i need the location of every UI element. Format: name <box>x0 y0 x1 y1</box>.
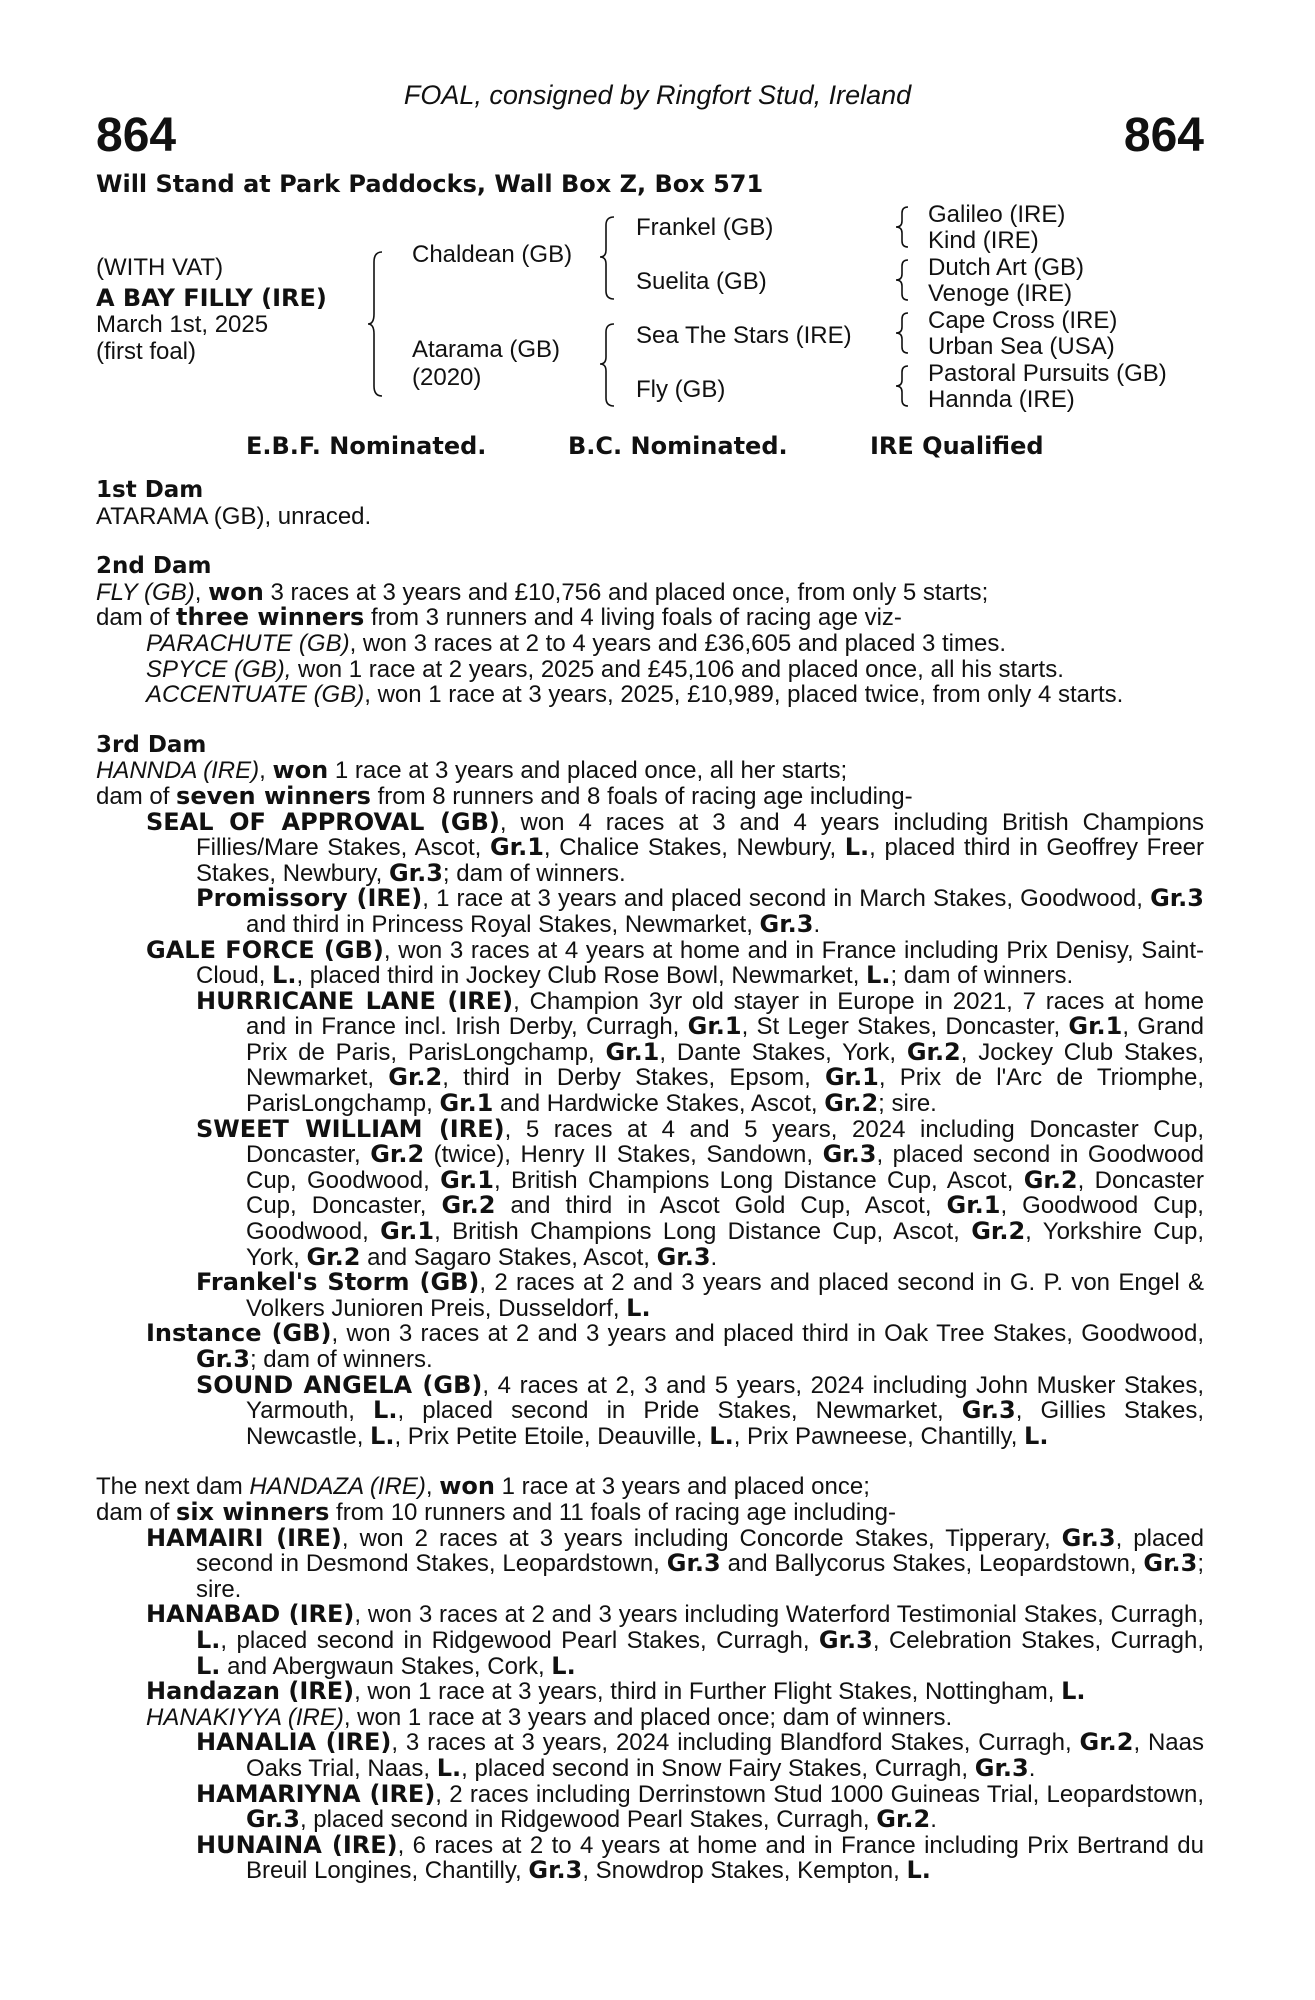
third-dam-line: HANNDA (IRE), won 1 race at 3 years and placed once, all her starts; <box>96 756 848 785</box>
record-text: from 10 runners and 11 foals of racing age including- <box>329 1498 896 1526</box>
sire: Chaldean (GB) <box>412 241 573 268</box>
next-dam-produce-line <box>96 1497 1204 1526</box>
second-dam-heading: 2nd Dam <box>96 553 212 580</box>
dam-name: HANNDA (IRE) <box>96 757 260 785</box>
great-grandparent: Pastoral Pursuits (GB) <box>928 360 1167 387</box>
dam-name: FLY (GB) <box>96 578 195 606</box>
location-line: Will Stand at Park Paddocks, Wall Box Z, Box 571 <box>96 170 764 198</box>
horse-name: A BAY FILLY (IRE) <box>96 284 327 312</box>
record-text: , won 3 races at 2 to 4 years and £36,605 and placed 3 times. <box>349 629 1006 657</box>
horse-vat: (WITH VAT) <box>96 254 224 281</box>
pedigree-bracket <box>896 258 912 302</box>
second-dam-line: FLY (GB), won 3 races at 3 years and £10,756 and placed once, from only 5 starts; <box>96 577 989 606</box>
produce-entry <box>96 657 1204 683</box>
dam-dam: Fly (GB) <box>636 376 726 403</box>
sire-dam: Suelita (GB) <box>636 268 767 295</box>
third-dam-heading: 3rd Dam <box>96 731 207 758</box>
record-text: dam of <box>96 604 177 632</box>
won-label: won <box>208 577 264 606</box>
produce-name: ACCENTUATE (GB) <box>146 681 365 709</box>
produce-entry: GALE FORCE (GB), won 3 races at 4 years at home and in France including Prix Denisy, Saint-Cloud, L., placed third in Jockey Club Rose Bowl, Newmarket, L.; dam of winners. <box>146 935 1205 990</box>
dam-year: (2020) <box>412 364 482 391</box>
produce-entry: SOUND ANGELA (GB), 4 races at 2, 3 and 5 years, 2024 including John Musker Stakes, Yarmouth, L., placed second in Pride Stakes, Newmarket, Gr.3, Gillies Stakes, Newcastle, L., Prix Petite Etoile, Deauville, L., Prix Pawneese, Chantilly, L. <box>196 1370 1205 1450</box>
produce-entry: HUNAINA (IRE), 6 races at 2 to 4 years at home and in France including Prix Bertrand du Breuil Longines, Chantilly, Gr.3, Snowdrop Stakes, Kempton, L. <box>196 1830 1205 1885</box>
ire-qualified: IRE Qualified <box>870 432 1044 460</box>
pedigree-bracket <box>600 322 620 408</box>
pedigree-bracket <box>896 205 912 249</box>
first-dam-heading: 1st Dam <box>96 477 204 503</box>
pedigree-bracket <box>600 215 620 301</box>
lot-number-right: 864 <box>1123 109 1204 162</box>
produce-entry: HANAKIYYA (IRE), won 1 race at 3 years and placed once; dam of winners. <box>146 1703 953 1731</box>
great-grandparent: Dutch Art (GB) <box>928 254 1085 281</box>
produce-entry <box>96 631 1204 657</box>
record-text: from 8 runners and 8 foals of racing age including- <box>370 782 913 810</box>
produce-entry: HURRICANE LANE (IRE), Champion 3yr old stayer in Europe in 2021, 7 races at home and in France incl. Irish Derby, Curragh, Gr.1, St Leger Stakes, Doncaster, Gr.1, Grand Prix de Paris, ParisLongchamp, Gr.1, Dante Stakes, York, Gr.2, Jockey Club Stakes, Newmarket, Gr.2, third in Derby Stakes, Epsom, Gr.1, Prix de l'Arc de Triomphe, ParisLongchamp, Gr.1 and Hardwicke Stakes, Ascot, Gr.2; sire. <box>196 986 1205 1118</box>
produce-entry: SWEET WILLIAM (IRE), 5 races at 4 and 5 years, 2024 including Doncaster Cup, Doncaster, Gr.2 (twice), Henry II Stakes, Sandown, Gr.3, placed second in Goodwood Cup, Goodwood, Gr.1, British Champions Long Distance Cup, Ascot, Gr.2, Doncaster Cup, Doncaster, Gr.2 and third in Ascot Gold Cup, Ascot, Gr.1, Goodwood Cup, Goodwood, Gr.1, British Champions Long Distance Cup, Ascot, Gr.2, Yorkshire Cup, York, Gr.2 and Sagaro Stakes, Ascot, Gr.3. <box>196 1114 1205 1271</box>
great-grandparent: Kind (IRE) <box>928 227 1039 254</box>
first-dam-text: ATARAMA (GB), unraced. <box>96 502 372 530</box>
produce-entry: HAMARIYNA (IRE), 2 races including Derrinstown Stud 1000 Guineas Trial, Leopardstown, Gr.3, placed second in Ridgewood Pearl Stakes, Curragh, Gr.2. <box>196 1779 1204 1834</box>
ebf-nominated: E.B.F. Nominated. <box>246 432 487 460</box>
horse-dob: March 1st, 2025 <box>96 311 269 338</box>
winners-count: six winners <box>176 1497 330 1526</box>
second-dam-produce-line <box>96 605 1204 631</box>
great-grandparent: Galileo (IRE) <box>928 201 1066 228</box>
produce-entry: Promissory (IRE), 1 race at 3 years and placed second in March Stakes, Goodwood, Gr.3 and third in Princess Royal Stakes, Newmarket, Gr.3. <box>196 884 1204 938</box>
produce-entry: Frankel's Storm (GB), 2 races at 2 and 3 years and placed second in G. P. von Engel & Volkers Junioren Preis, Dusseldorf, L. <box>196 1268 1204 1322</box>
consignment-line: FOAL, consigned by Ringfort Stud, Ireland <box>403 80 912 110</box>
record-text: 3 races at 3 years and £10,756 and placed once, from only 5 starts; <box>263 578 989 606</box>
record-text: dam of <box>96 782 177 810</box>
pedigree-bracket <box>896 364 912 408</box>
great-grandparent: Venoge (IRE) <box>928 280 1073 307</box>
won-label: won <box>439 1472 495 1501</box>
produce-entry: HAMAIRI (IRE), won 2 races at 3 years including Concorde Stakes, Tipperary, Gr.3, placed second in Desmond Stakes, Leopardstown, Gr.3 and Ballycorus Stakes, Leopardstown, Gr.3; sire. <box>146 1523 1204 1603</box>
produce-name: PARACHUTE (GB) <box>146 629 350 657</box>
catalogue-body <box>96 478 1204 1884</box>
produce-entry: Instance (GB), won 3 races at 2 and 3 years and placed third in Oak Tree Stakes, Goodwood, Gr.3; dam of winners. <box>146 1319 1205 1373</box>
great-grandparent: Cape Cross (IRE) <box>928 307 1118 334</box>
horse-note: (first foal) <box>96 338 197 365</box>
produce-entry: HANABAD (IRE), won 3 races at 2 and 3 years including Waterford Testimonial Stakes, Curragh, L., placed second in Ridgewood Pearl Stakes, Curragh, Gr.3, Celebration Stakes, Curragh, L. and Abergwaun Stakes, Cork, L. <box>146 1600 1205 1680</box>
next-dam-line: The next dam HANDAZA (IRE), won 1 race at 3 years and placed once; <box>96 1472 870 1501</box>
pedigree-bracket <box>896 311 912 355</box>
pedigree-bracket <box>368 250 388 400</box>
record-text: 1 race at 3 years and placed once, all her starts; <box>328 757 848 785</box>
sire-sire: Frankel (GB) <box>636 214 774 241</box>
lot-number-left: 864 <box>96 109 177 162</box>
record-text: The next dam <box>96 1473 250 1501</box>
great-grandparent: Urban Sea (USA) <box>928 333 1115 360</box>
great-grandparent: Hannda (IRE) <box>928 386 1075 413</box>
produce-entry: Handazan (IRE), won 1 race at 3 years, third in Further Flight Stakes, Nottingham, L. <box>146 1677 1086 1706</box>
winners-count: three winners <box>176 603 365 632</box>
record-text: dam of <box>96 1498 177 1526</box>
produce-entry: HANALIA (IRE), 3 races at 3 years, 2024 including Blandford Stakes, Curragh, Gr.2, Naas Oaks Trial, Naas, L., placed second in Snow Fairy Stakes, Curragh, Gr.3. <box>196 1728 1205 1782</box>
produce-entry <box>96 682 1204 708</box>
produce-name: SPYCE (GB), <box>146 655 292 683</box>
produce-entry: SEAL OF APPROVAL (GB), won 4 races at 3 and 4 years including British Champions Fillies/Mare Stakes, Ascot, Gr.1, Chalice Stakes, Newbury, L., placed third in Geoffrey Freer Stakes, Newbury, Gr.3; dam of winners. <box>146 807 1204 887</box>
winners-count: seven winners <box>176 781 371 810</box>
record-text: , won 1 race at 3 years, 2025, £10,989, placed twice, from only 4 starts. <box>364 681 1124 709</box>
record-text: 1 race at 3 years and placed once; <box>494 1473 870 1501</box>
won-label: won <box>272 756 329 785</box>
dam-sire: Sea The Stars (IRE) <box>636 322 852 349</box>
record-text: won 1 race at 2 years, 2025 and £45,106 and placed once, all his starts. <box>291 655 1064 683</box>
record-text: from 3 runners and 4 living foals of racing age viz- <box>364 604 902 632</box>
third-dam-produce-line <box>96 781 1204 810</box>
bc-nominated: B.C. Nominated. <box>568 432 788 460</box>
dam-name: HANDAZA (IRE) <box>249 1473 426 1501</box>
dam: Atarama (GB) <box>412 336 561 363</box>
